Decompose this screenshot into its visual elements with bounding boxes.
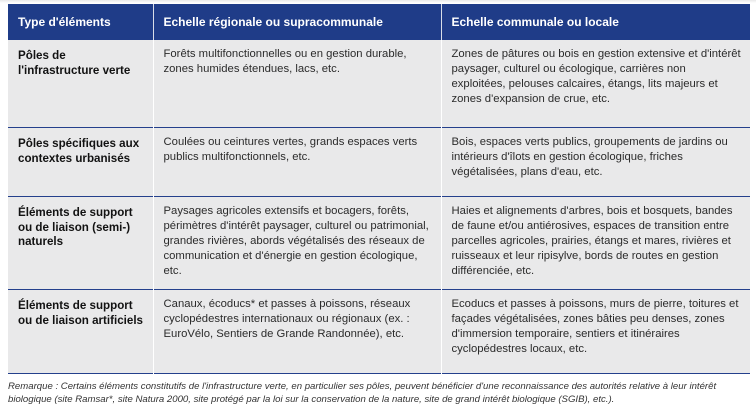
table-header-row bbox=[8, 4, 750, 40]
row-type-label: Pôles de l'infrastructure verte bbox=[8, 40, 153, 128]
header-regional: Echelle régionale ou supracommunale bbox=[153, 4, 441, 40]
regional-cell: Forêts multifonctionnelles ou en gestion durable, zones humides étendues, lacs, etc. bbox=[153, 40, 441, 128]
table-row bbox=[8, 128, 750, 197]
header-type: Type d'éléments bbox=[8, 4, 153, 40]
table-row bbox=[8, 197, 750, 290]
table-row bbox=[8, 290, 750, 374]
green-infrastructure-table bbox=[8, 4, 750, 374]
local-cell: Bois, espaces verts publics, groupements de jardins ou intérieurs d'îlots en gestion écologique, friches végétalisées, plans d'eau, etc. bbox=[441, 128, 750, 197]
regional-cell: Canaux, écoducs* et passes à poissons, réseaux cyclopédestres internationaux ou régionaux (ex. : EuroVélo, Sentiers de Grande Randonnée), etc. bbox=[153, 290, 441, 374]
regional-cell: Paysages agricoles extensifs et bocagers, forêts, périmètres d'intérêt paysager, culturel ou patrimonial, grandes rivières, abords végétalisés des réseaux de communication et d'énergie en gestion écologique, etc. bbox=[153, 197, 441, 290]
local-cell: Ecoducs et passes à poissons, murs de pierre, toitures et façades végétalisées, zones bâties peu denses, zones d'immersion temporaire, sentiers et itinéraires cyclopédestres locaux, etc. bbox=[441, 290, 750, 374]
top-divider bbox=[0, 0, 756, 3]
local-cell: Zones de pâtures ou bois en gestion extensive et d'intérêt paysager, culturel ou écologique, carrières non exploitées, pelouses calcaires, étangs, lits majeurs et zones d'expansion de crue, etc. bbox=[441, 40, 750, 128]
header-local: Echelle communale ou locale bbox=[441, 4, 750, 40]
row-type-label: Éléments de support ou de liaison artificiels bbox=[8, 290, 153, 374]
regional-cell: Coulées ou ceintures vertes, grands espaces verts publics multifonctionnels, etc. bbox=[153, 128, 441, 197]
remark-note: Remarque : Certains éléments constitutifs de l'infrastructure verte, en particulier ses pôles, peuvent bénéficier d'une reconnaissance des autorités relative à leur intérêt biologique (site Ramsar*, site Natura 2000, site protégé par la loi sur la conservation de la nature, site de grand intérêt biologique (SGIB), etc.). bbox=[8, 381, 717, 405]
table-row bbox=[8, 40, 750, 128]
local-cell: Haies et alignements d'arbres, bois et bosquets, bandes de faune et/ou antiérosives, espaces de transition entre parcelles agricoles, prairies, étangs et mares, rivières et ruisseaux et leur ripisylve, bords de routes en gestion différenciée, etc. bbox=[441, 197, 750, 290]
row-type-label: Éléments de support ou de liaison (semi-) naturels bbox=[8, 197, 153, 290]
row-type-label: Pôles spécifiques aux contextes urbanisés bbox=[8, 128, 153, 197]
